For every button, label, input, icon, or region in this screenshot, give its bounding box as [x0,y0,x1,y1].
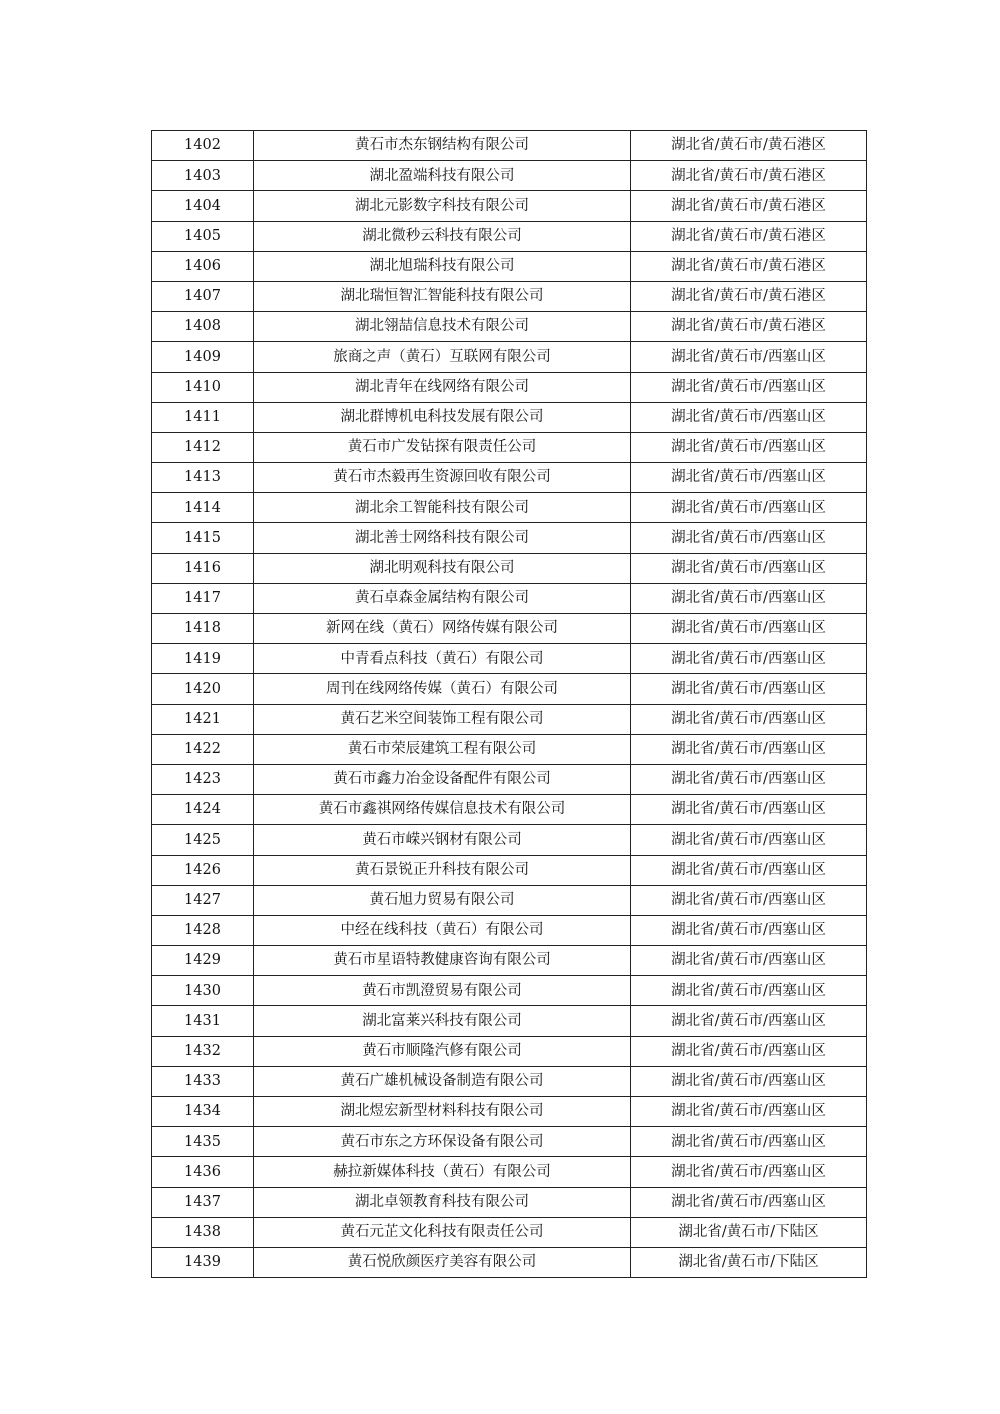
location-cell: 湖北省/黄石市/西塞山区 [631,1066,867,1096]
location-cell: 湖北省/黄石市/黄石港区 [631,131,867,161]
company-name-cell: 黄石市荣辰建筑工程有限公司 [254,734,631,764]
location-cell: 湖北省/黄石市/西塞山区 [631,553,867,583]
table-row [152,915,867,945]
table-row [152,161,867,191]
location-cell: 湖北省/黄石市/下陆区 [631,1217,867,1247]
location-cell: 湖北省/黄石市/黄石港区 [631,161,867,191]
table-row [152,644,867,674]
row-number-cell: 1402 [152,131,254,161]
company-name-cell: 湖北余工智能科技有限公司 [254,493,631,523]
registry-table-body [152,131,867,1278]
company-name-cell: 周刊在线网络传媒（黄石）有限公司 [254,674,631,704]
table-row [152,976,867,1006]
row-number-cell: 1415 [152,523,254,553]
location-cell: 湖北省/黄石市/西塞山区 [631,432,867,462]
location-cell: 湖北省/黄石市/西塞山区 [631,946,867,976]
company-name-cell: 黄石卓森金属结构有限公司 [254,583,631,613]
row-number-cell: 1434 [152,1097,254,1127]
company-name-cell: 黄石市凯澄贸易有限公司 [254,976,631,1006]
table-row [152,221,867,251]
company-name-cell: 湖北微秒云科技有限公司 [254,221,631,251]
company-name-cell: 湖北善士网络科技有限公司 [254,523,631,553]
row-number-cell: 1414 [152,493,254,523]
company-name-cell: 黄石市嵘兴钢材有限公司 [254,825,631,855]
table-row [152,704,867,734]
table-row [152,342,867,372]
row-number-cell: 1405 [152,221,254,251]
location-cell: 湖北省/黄石市/西塞山区 [631,764,867,794]
location-cell: 湖北省/黄石市/西塞山区 [631,1127,867,1157]
table-row [152,281,867,311]
row-number-cell: 1410 [152,372,254,402]
table-row [152,1036,867,1066]
table-row [152,131,867,161]
row-number-cell: 1421 [152,704,254,734]
table-row [152,191,867,221]
location-cell: 湖北省/黄石市/西塞山区 [631,493,867,523]
company-name-cell: 黄石市杰毅再生资源回收有限公司 [254,463,631,493]
company-registry-table [151,130,867,1278]
company-name-cell: 中经在线科技（黄石）有限公司 [254,915,631,945]
table-row [152,1157,867,1187]
row-number-cell: 1431 [152,1006,254,1036]
row-number-cell: 1426 [152,855,254,885]
company-name-cell: 黄石元芷文化科技有限责任公司 [254,1217,631,1247]
table-row [152,1097,867,1127]
table-row [152,946,867,976]
table-row [152,1247,867,1277]
row-number-cell: 1423 [152,764,254,794]
location-cell: 湖北省/黄石市/西塞山区 [631,463,867,493]
company-name-cell: 黄石市鑫力冶金设备配件有限公司 [254,764,631,794]
location-cell: 湖北省/黄石市/黄石港区 [631,191,867,221]
table-row [152,1006,867,1036]
location-cell: 湖北省/黄石市/西塞山区 [631,976,867,1006]
row-number-cell: 1435 [152,1127,254,1157]
company-name-cell: 黄石市星语特教健康咨询有限公司 [254,946,631,976]
company-name-cell: 湖北瑞恒智汇智能科技有限公司 [254,281,631,311]
company-name-cell: 湖北群博机电科技发展有限公司 [254,402,631,432]
location-cell: 湖北省/黄石市/西塞山区 [631,1157,867,1187]
row-number-cell: 1417 [152,583,254,613]
location-cell: 湖北省/黄石市/西塞山区 [631,342,867,372]
company-name-cell: 黄石市杰东钢结构有限公司 [254,131,631,161]
table-row [152,795,867,825]
row-number-cell: 1424 [152,795,254,825]
location-cell: 湖北省/黄石市/西塞山区 [631,1097,867,1127]
table-row [152,825,867,855]
company-name-cell: 湖北元影数字科技有限公司 [254,191,631,221]
row-number-cell: 1409 [152,342,254,372]
company-name-cell: 黄石景锐正升科技有限公司 [254,855,631,885]
row-number-cell: 1413 [152,463,254,493]
row-number-cell: 1438 [152,1217,254,1247]
company-name-cell: 黄石悦欣颜医疗美容有限公司 [254,1247,631,1277]
company-name-cell: 黄石市顺隆汽修有限公司 [254,1036,631,1066]
row-number-cell: 1425 [152,825,254,855]
location-cell: 湖北省/黄石市/西塞山区 [631,583,867,613]
location-cell: 湖北省/黄石市/西塞山区 [631,644,867,674]
location-cell: 湖北省/黄石市/下陆区 [631,1247,867,1277]
table-row [152,1127,867,1157]
company-name-cell: 黄石市鑫祺网络传媒信息技术有限公司 [254,795,631,825]
location-cell: 湖北省/黄石市/西塞山区 [631,734,867,764]
table-row [152,1187,867,1217]
table-row [152,372,867,402]
company-name-cell: 黄石广雄机械设备制造有限公司 [254,1066,631,1096]
location-cell: 湖北省/黄石市/西塞山区 [631,372,867,402]
table-row [152,312,867,342]
company-name-cell: 湖北卓领教育科技有限公司 [254,1187,631,1217]
table-row [152,402,867,432]
row-number-cell: 1427 [152,885,254,915]
company-name-cell: 黄石市东之方环保设备有限公司 [254,1127,631,1157]
table-row [152,855,867,885]
location-cell: 湖北省/黄石市/黄石港区 [631,281,867,311]
company-name-cell: 新网在线（黄石）网络传媒有限公司 [254,614,631,644]
company-name-cell: 黄石艺米空间装饰工程有限公司 [254,704,631,734]
table-row [152,251,867,281]
location-cell: 湖北省/黄石市/西塞山区 [631,523,867,553]
location-cell: 湖北省/黄石市/西塞山区 [631,704,867,734]
row-number-cell: 1404 [152,191,254,221]
location-cell: 湖北省/黄石市/西塞山区 [631,1036,867,1066]
row-number-cell: 1412 [152,432,254,462]
row-number-cell: 1437 [152,1187,254,1217]
location-cell: 湖北省/黄石市/西塞山区 [631,915,867,945]
company-name-cell: 赫拉新媒体科技（黄石）有限公司 [254,1157,631,1187]
table-row [152,1066,867,1096]
row-number-cell: 1407 [152,281,254,311]
company-name-cell: 湖北翎喆信息技术有限公司 [254,312,631,342]
table-row [152,583,867,613]
row-number-cell: 1429 [152,946,254,976]
location-cell: 湖北省/黄石市/西塞山区 [631,825,867,855]
company-name-cell: 湖北煜宏新型材料科技有限公司 [254,1097,631,1127]
company-name-cell: 湖北明观科技有限公司 [254,553,631,583]
table-row [152,614,867,644]
company-name-cell: 旅商之声（黄石）互联网有限公司 [254,342,631,372]
table-row [152,734,867,764]
row-number-cell: 1432 [152,1036,254,1066]
location-cell: 湖北省/黄石市/黄石港区 [631,312,867,342]
company-name-cell: 中青看点科技（黄石）有限公司 [254,644,631,674]
row-number-cell: 1420 [152,674,254,704]
table-row [152,1217,867,1247]
company-name-cell: 黄石市广发钻探有限责任公司 [254,432,631,462]
table-row [152,885,867,915]
location-cell: 湖北省/黄石市/西塞山区 [631,855,867,885]
company-name-cell: 湖北旭瑞科技有限公司 [254,251,631,281]
row-number-cell: 1436 [152,1157,254,1187]
location-cell: 湖北省/黄石市/黄石港区 [631,251,867,281]
location-cell: 湖北省/黄石市/西塞山区 [631,885,867,915]
row-number-cell: 1428 [152,915,254,945]
row-number-cell: 1430 [152,976,254,1006]
table-row [152,432,867,462]
table-row [152,553,867,583]
location-cell: 湖北省/黄石市/西塞山区 [631,614,867,644]
row-number-cell: 1433 [152,1066,254,1096]
row-number-cell: 1411 [152,402,254,432]
location-cell: 湖北省/黄石市/西塞山区 [631,795,867,825]
row-number-cell: 1416 [152,553,254,583]
row-number-cell: 1403 [152,161,254,191]
company-name-cell: 黄石旭力贸易有限公司 [254,885,631,915]
location-cell: 湖北省/黄石市/西塞山区 [631,1006,867,1036]
table-row [152,523,867,553]
table-row [152,463,867,493]
location-cell: 湖北省/黄石市/西塞山区 [631,402,867,432]
row-number-cell: 1406 [152,251,254,281]
location-cell: 湖北省/黄石市/西塞山区 [631,1187,867,1217]
row-number-cell: 1439 [152,1247,254,1277]
table-row [152,674,867,704]
row-number-cell: 1418 [152,614,254,644]
company-name-cell: 湖北盈端科技有限公司 [254,161,631,191]
location-cell: 湖北省/黄石市/西塞山区 [631,674,867,704]
location-cell: 湖北省/黄石市/黄石港区 [631,221,867,251]
row-number-cell: 1408 [152,312,254,342]
company-name-cell: 湖北青年在线网络有限公司 [254,372,631,402]
table-row [152,764,867,794]
row-number-cell: 1422 [152,734,254,764]
company-name-cell: 湖北富莱兴科技有限公司 [254,1006,631,1036]
row-number-cell: 1419 [152,644,254,674]
table-row [152,493,867,523]
